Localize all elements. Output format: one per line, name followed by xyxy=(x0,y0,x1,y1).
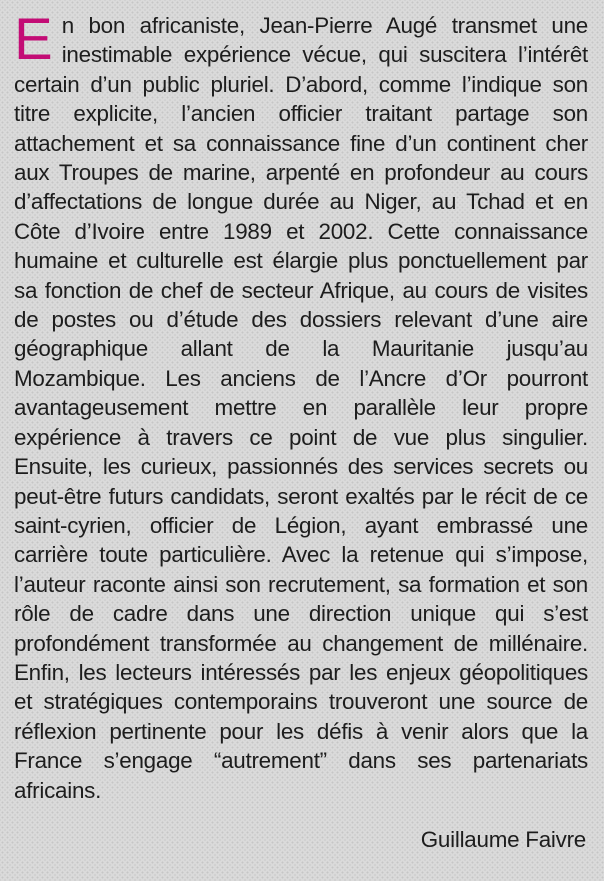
dropcap-letter: E xyxy=(14,7,53,72)
paragraph-text: n bon africaniste, Jean-Pierre Augé transmet une inestimable expérience vécue, qui suscitera l’intérêt certain d’un public pluriel. D’abord, comme l’indique son titre explicite, l’ancien officier traitant partage son attachement et sa connaissance fine d’un continent cher aux Troupes de marine, arpenté en profondeur au cours d’affectations de longue durée au Niger, au Tchad et en Côte d’Ivoire entre 1989 et 2002. Cette connaissance humaine et culturelle est élargie plus ponctuellement par sa fonction de chef de secteur Afrique, au cours de visites de postes ou d’étude des dossiers relevant d’une aire géographique allant de la Mauritanie jusqu’au Mozambique. Les anciens de l’Ancre d’Or pourront avantageusement mettre en parallèle leur propre expérience à travers ce point de vue plus singulier. Ensuite, les curieux, passionnés des services secrets ou peut-être futurs candidats, seront exaltés par le récit de ce saint-cyrien, officier de Légion, ayant embrassé une carrière toute particulière. Avec la retenue qui s’impose, l’auteur raconte ainsi son recrutement, sa formation et son rôle de cadre dans une direction unique qui s’est profondément transformée au changement de millénaire. Enfin, les lecteurs intéressés par les enjeux géopolitiques et stratégiques contemporains trouveront une source de réflexion pertinente pour les défis à venir alors que la France s’engage “autrement” dans ses partenariats africains. xyxy=(14,13,588,803)
review-paragraph xyxy=(14,7,588,805)
author-signature: Guillaume Faivre xyxy=(420,826,586,852)
